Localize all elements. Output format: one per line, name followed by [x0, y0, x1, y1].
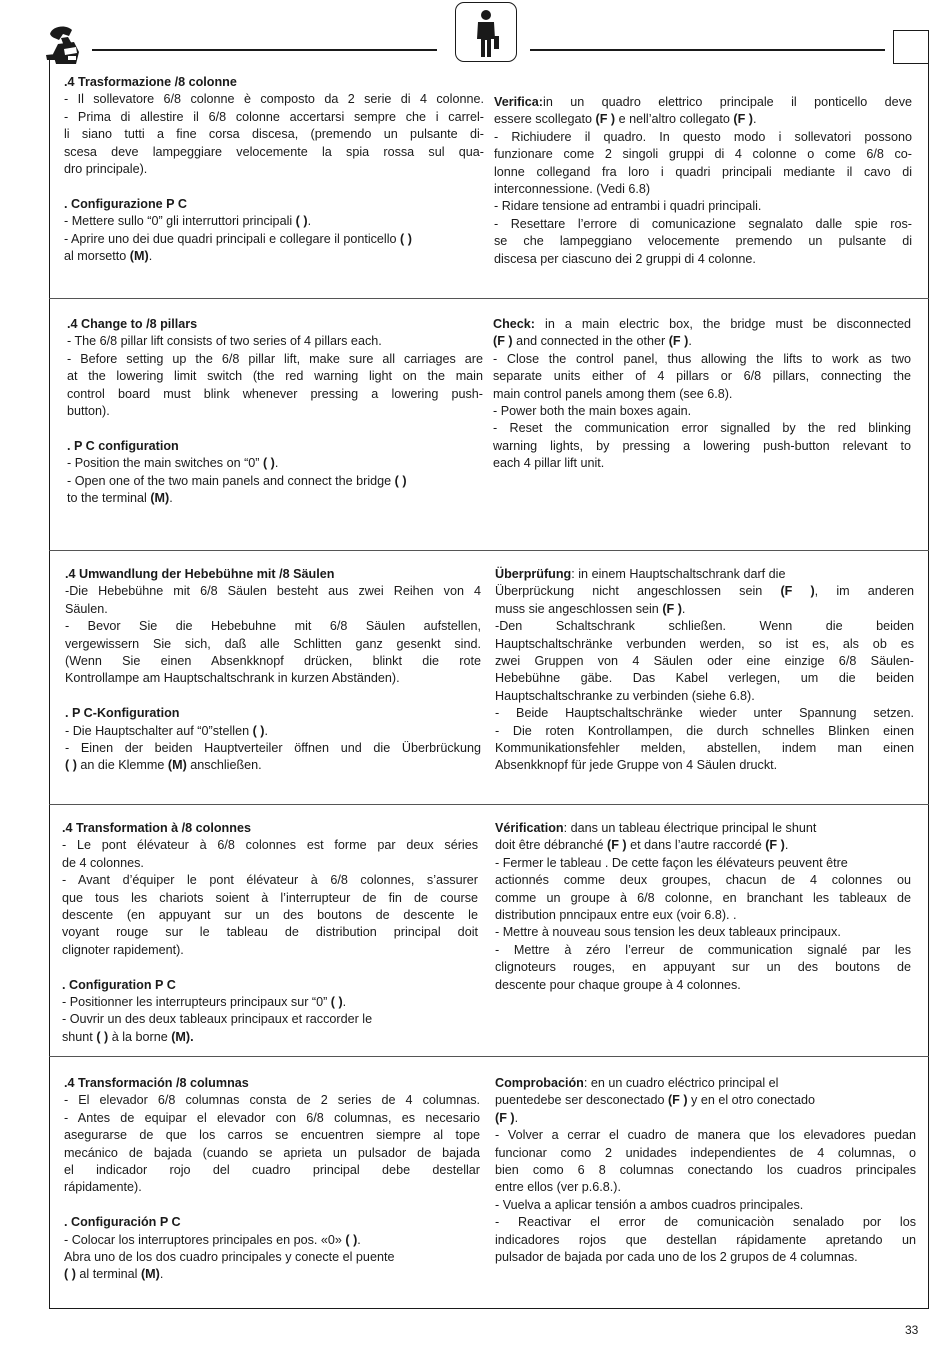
text-line — [62, 837, 478, 854]
body-text: . — [357, 1232, 361, 1247]
bold-text: Überprüfung — [495, 567, 572, 581]
body-text: anschließen. — [186, 758, 262, 773]
body-text: Hebebühne gäbe. Das Kabel verlegen, um die beiden — [495, 671, 914, 686]
text-line — [494, 94, 912, 111]
bold-text: (F ) — [765, 838, 785, 853]
bold-text: ( ) — [330, 995, 343, 1010]
body-text: - The 6/8 pillar lift consists of two series of 4 pillars each. — [67, 334, 382, 349]
text-line — [65, 757, 481, 774]
bold-text: (F ) — [668, 334, 689, 349]
body-text: Absenkknopf für jede Gruppe von 4 Säulen druckt. — [495, 758, 778, 773]
text-line — [64, 161, 484, 178]
body-text: -Den Schaltschrank schließen. Wenn die beiden — [495, 619, 914, 634]
body-text: interconnessione. (Vedi 6.8) — [494, 182, 651, 197]
body-text: : en un cuadro eléctrico principal el — [583, 1076, 779, 1090]
text-line — [495, 890, 911, 907]
section-es-right — [495, 1075, 916, 1266]
body-text: - Power both the main boxes again. — [493, 404, 692, 419]
text-line — [64, 1214, 480, 1231]
body-text: each 4 pillar lift unit. — [493, 456, 605, 471]
section-divider — [49, 550, 929, 551]
body-text: Überprückung nicht angeschlossen sein — [495, 584, 781, 599]
text-line — [495, 924, 911, 941]
bold-text: (M) — [140, 1267, 160, 1282]
body-text: (Wenn Sie einen Absenkknopf drücken, blinkt die rote — [65, 654, 481, 669]
bold-text: ( ) — [295, 214, 308, 229]
bold-text: . Configuración P C — [64, 1215, 181, 1230]
text-line — [495, 1197, 916, 1214]
body-text: to the terminal — [67, 491, 151, 506]
bold-text: .4 Transformation à /8 colonnes — [62, 821, 251, 835]
text-line — [495, 1214, 916, 1231]
text-line — [64, 74, 484, 91]
text-line — [62, 855, 478, 872]
body-text: que tous les chariots soient à l’interrupteur de fin de course — [62, 890, 478, 905]
text-line — [493, 455, 911, 472]
text-line — [495, 1179, 916, 1196]
body-text: discesa per ciascuno dei 2 gruppi di 4 colonne. — [494, 251, 756, 266]
body-text: essere scollegato — [494, 112, 596, 127]
text-line — [495, 820, 911, 837]
body-text: - Richiudere il quadro. In questo modo i sollevatori possono — [494, 129, 912, 144]
body-text: pulsador de bajada por cada uno de los 2 grupos de 4 columnas. — [495, 1250, 858, 1265]
text-line — [495, 959, 911, 976]
body-text: - Einen der beiden Hauptverteiler öffnen und die Überbrückung — [65, 741, 481, 756]
text-line — [65, 740, 481, 757]
body-text: Säulen. — [65, 601, 108, 616]
body-text: vergewissern Sie sich, daß alle Schlitten ganz gesenkt sind. — [65, 636, 481, 651]
text-line — [65, 618, 481, 635]
bold-text: (M) — [129, 249, 149, 264]
text-line — [64, 1092, 480, 1109]
body-text: . — [514, 1110, 519, 1125]
bold-text: . Configuration P C — [62, 977, 176, 992]
body-text: . — [159, 1267, 164, 1282]
text-line — [64, 1145, 480, 1162]
body-text: button). — [67, 404, 110, 419]
text-line — [65, 723, 481, 740]
body-text: el indicador rojo del cuadro principal debe destellar — [64, 1163, 480, 1178]
text-line — [67, 386, 483, 403]
body-text: Hauptschaltschranke zu verbinden (siehe 6.8). — [495, 688, 755, 703]
header-rule-right — [530, 49, 885, 51]
text-line — [494, 111, 912, 128]
text-line — [495, 942, 911, 959]
bold-text: ( ) — [96, 1029, 109, 1044]
bold-text: .4 Change to /8 pillars — [67, 317, 198, 331]
body-text: - Beide Hauptschaltschränke wieder unter Spannung setzen. — [495, 706, 914, 721]
text-line — [495, 636, 914, 653]
text-line — [64, 144, 484, 161]
text-line — [495, 740, 914, 757]
language-box — [893, 30, 929, 64]
text-line — [495, 907, 911, 924]
bold-text: (F ) — [595, 112, 616, 127]
text-line — [494, 146, 912, 163]
section-en-left — [67, 316, 483, 507]
body-text: - Positionner les interrupteurs principaux sur “0” — [62, 995, 331, 1010]
body-text: - Bevor Sie die Hebebuhne mit 6/8 Säulen aufstellen, — [65, 619, 481, 634]
body-text: in un quadro elettrico principale il ponticello deve — [543, 95, 912, 109]
text-line — [495, 1232, 916, 1249]
bold-text: . P C configuration — [67, 438, 179, 453]
body-text: - Mettere sullo “0” gli interruttori principali — [64, 214, 296, 229]
body-text: dro principale). — [64, 162, 148, 177]
text-line — [495, 566, 914, 583]
bold-text: ( ) — [394, 473, 407, 488]
body-text: entre ellos (ver p.6.8.). — [495, 1180, 621, 1195]
section-it-right — [494, 94, 912, 268]
text-line — [65, 601, 481, 618]
body-text: li siano tutti a fine corsa discesa, (premendo un pulsante di- — [64, 127, 484, 142]
text-line — [495, 670, 914, 687]
body-text: -Die Hebebühne mit 6/8 Säulen besteht aus zwei Reihen von 4 — [65, 584, 481, 599]
text-line — [495, 1110, 916, 1127]
body-text: - Before setting up the 6/8 pillar lift, make sure all carriages are — [67, 351, 483, 366]
body-text: - Die roten Kontrollampen, die durch schnelles Blinken einen — [495, 723, 914, 738]
text-line — [495, 855, 911, 872]
body-text: scesa deve lampeggiare velocemente la spia rossa sul qua- — [64, 144, 484, 159]
text-line — [495, 1075, 916, 1092]
text-line — [495, 723, 914, 740]
body-text: control board must blink whenever pressing a lowering push- — [67, 386, 483, 401]
body-text: Hauptschaltschränke verbunden werden, so ist es, als ob es — [495, 636, 914, 651]
bold-text: .4 Transformación /8 columnas — [64, 1076, 249, 1090]
body-text: - Open one of the two main panels and connect the bridge — [67, 473, 395, 488]
body-text: puentedebe ser desconectado — [495, 1093, 668, 1108]
text-line — [67, 438, 483, 455]
body-text: , im anderen — [814, 584, 914, 599]
text-line — [62, 1029, 478, 1046]
text-line — [495, 618, 914, 635]
body-text: at the lowering limit switch (the red warning light on the main — [67, 369, 483, 384]
body-text: - Colocar los interruptores principales en pos. «0» — [64, 1232, 346, 1247]
bold-text: (F ) — [495, 1110, 515, 1125]
text-line — [67, 333, 483, 350]
section-divider — [49, 298, 929, 299]
text-line — [65, 653, 481, 670]
text-line — [493, 316, 911, 333]
body-text: . — [169, 491, 173, 506]
bold-text: ( ) — [64, 1267, 76, 1282]
text-line — [67, 455, 483, 472]
text-line — [64, 91, 484, 108]
bold-text: ( ) — [252, 723, 265, 738]
body-text: - Position the main switches on “0” — [67, 456, 263, 471]
text-line — [62, 942, 478, 959]
text-line — [495, 601, 914, 618]
text-line — [495, 583, 914, 600]
body-text: Kommunikationsfehler melden, abstellen, indem man einen — [495, 741, 914, 756]
person-icon — [456, 3, 516, 61]
bold-text: ( ) — [262, 456, 275, 471]
text-line — [62, 1011, 478, 1028]
blank-line — [65, 688, 481, 705]
bold-text: (F ) — [780, 584, 815, 599]
body-text: al terminal — [75, 1267, 141, 1282]
text-line — [67, 316, 483, 333]
text-line — [62, 890, 478, 907]
header-rule-left — [92, 49, 437, 51]
text-line — [67, 351, 483, 368]
bold-text: .4 Umwandlung der Hebebühne mit /8 Säulen — [65, 567, 335, 581]
bold-text: Check: — [493, 317, 535, 331]
body-text: - Die Hauptschalter auf “0”stellen — [65, 723, 253, 738]
text-line — [494, 164, 912, 181]
body-text: . — [688, 334, 692, 349]
text-line — [495, 872, 911, 889]
body-text: lonne collegand fra loro i quadri principali mediante il cavo di — [494, 164, 912, 179]
body-text: doit être débranché — [495, 838, 608, 853]
bold-text: (F ) — [607, 838, 627, 853]
text-line — [495, 977, 911, 994]
body-text: de 4 colonnes. — [62, 855, 144, 870]
body-text: Abra uno de los dos cuadro principales y conecte el puente — [64, 1250, 395, 1265]
body-text: al morsetto — [64, 249, 130, 264]
body-text: . — [753, 112, 757, 127]
text-line — [494, 216, 912, 233]
text-line — [495, 1092, 916, 1109]
section-en-right — [493, 316, 911, 473]
text-line — [494, 129, 912, 146]
body-text: - Ouvrir un des deux tableaux principaux et raccorder le — [62, 1012, 373, 1027]
section-de-right — [495, 566, 914, 775]
bold-text: Verifica: — [494, 95, 544, 109]
body-text: actionnés comme deux groupes, chacun de 4 colonnes ou — [495, 873, 911, 888]
body-text: - Antes de equipar el elevador con 6/8 columnas, es necesario — [64, 1110, 480, 1125]
text-line — [64, 1127, 480, 1144]
blank-line — [67, 420, 483, 437]
text-line — [493, 351, 911, 368]
text-line — [493, 386, 911, 403]
text-line — [62, 872, 478, 889]
bold-text: (M) — [150, 491, 170, 506]
text-line — [64, 1249, 480, 1266]
body-text: - Aprire uno dei due quadri principali e collegare il ponticello — [64, 231, 401, 246]
body-text: clignoter rapidement). — [62, 942, 184, 957]
body-text: - Close the control panel, thus allowing the lifts to work as two — [493, 351, 911, 366]
text-line — [495, 705, 914, 722]
body-text: in a main electric box, the bridge must be disconnected — [535, 317, 911, 331]
body-text: shunt — [62, 1029, 97, 1044]
body-text: - Volver a cerrar el cuadro de manera que los elevadores puedan — [495, 1128, 916, 1143]
bold-text: . P C-Konfiguration — [65, 706, 180, 721]
operator-symbol — [455, 2, 517, 62]
body-text: : in einem Hauptschaltschrank darf die — [571, 567, 786, 581]
text-line — [64, 109, 484, 126]
text-line — [62, 994, 478, 1011]
bold-text: (F ) — [493, 334, 513, 349]
body-text: . — [784, 838, 789, 853]
text-line — [494, 198, 912, 215]
text-line — [64, 1075, 480, 1092]
text-line — [493, 368, 911, 385]
text-line — [65, 670, 481, 687]
body-text: muss sie angeschlossen sein — [495, 601, 663, 616]
blank-line — [64, 1197, 480, 1214]
body-text: . — [307, 214, 312, 229]
body-text: zwei Gruppen von 4 Säulen oder eine einzige 6/8 Säulen- — [495, 654, 914, 669]
section-es-left — [64, 1075, 480, 1284]
section-divider — [49, 804, 929, 805]
body-text: funcionar como 2 unidades independientes de 4 columnas, o — [495, 1145, 916, 1160]
body-text: rápidamente). — [64, 1180, 142, 1195]
bold-text: (F ) — [667, 1093, 688, 1108]
body-text: asegurarse de que los carros se encuentren siempre al tope — [64, 1128, 480, 1143]
body-text: - Mettre à zéro l’erreur de communication signalé par les — [495, 942, 911, 957]
text-line — [493, 333, 911, 350]
body-text: voyant rouge sur le tableau de distribution principal doit — [62, 925, 478, 940]
body-text: comme un groupe à 6/8 colonne, en branchant les tableaux de — [495, 890, 911, 905]
text-line — [67, 368, 483, 385]
bold-text: ( ) — [345, 1232, 358, 1247]
body-text: - Prima di allestire il 6/8 colonne accertarsi sempre che i carrel- — [64, 109, 484, 124]
text-line — [495, 1162, 916, 1179]
text-line — [64, 248, 484, 265]
body-text: - Reactivar el error de comunicaciòn senalado por los — [495, 1215, 916, 1230]
body-text: and connected in the other — [512, 334, 669, 349]
text-line — [493, 438, 911, 455]
body-text: Kontrollampe am Hauptschaltschrank in kurzen Abständen). — [65, 671, 400, 686]
body-text: se che lampeggiano velocemente premendo un pulsante di — [494, 234, 912, 249]
body-text: e nell’altro collegato — [615, 112, 734, 127]
text-line — [62, 977, 478, 994]
text-line — [495, 837, 911, 854]
text-line — [64, 126, 484, 143]
blank-line — [64, 178, 484, 195]
text-line — [495, 757, 914, 774]
text-line — [62, 924, 478, 941]
text-line — [64, 213, 484, 230]
text-line — [65, 705, 481, 722]
text-line — [64, 1110, 480, 1127]
body-text: - Reset the communication error signalled by the red blinking — [493, 421, 911, 436]
section-fr-left — [62, 820, 478, 1046]
text-line — [493, 420, 911, 437]
text-line — [65, 566, 481, 583]
text-line — [64, 231, 484, 248]
text-line — [495, 1145, 916, 1162]
body-text: - Mettre à nouveau sous tension les deux tableaux principaux. — [495, 925, 841, 940]
bold-text: (M). — [171, 1029, 194, 1044]
bold-text: Comprobación — [495, 1076, 584, 1090]
body-text: y en el otro conectado — [687, 1093, 815, 1108]
text-line — [67, 490, 483, 507]
text-line — [493, 403, 911, 420]
body-text: warning lights, by pressing a lowering push-button relevant to — [493, 438, 911, 453]
text-line — [65, 636, 481, 653]
section-de-left — [65, 566, 481, 775]
body-text: et dans l’autre raccordé — [626, 838, 766, 853]
bold-text: (F ) — [662, 601, 682, 616]
body-text: . — [274, 456, 279, 471]
text-line — [495, 653, 914, 670]
text-line — [495, 1249, 916, 1266]
body-text: descente pour chaque groupe à 4 colonnes. — [495, 977, 741, 992]
body-text: - Ridare tensione ad entrambi i quadri principali. — [494, 199, 762, 214]
bold-text: . Configurazione P C — [64, 196, 187, 211]
body-text: indicadores rojos que destellan rápidamente apretando un — [495, 1232, 916, 1247]
bold-text: (M) — [167, 758, 187, 773]
text-line — [67, 403, 483, 420]
body-text: bien como 6 8 columnas conectando los cuadros principales — [495, 1163, 916, 1178]
text-line — [67, 473, 483, 490]
body-text: separate units either of 4 pillars or 6/8 pillars, connecting the — [493, 369, 911, 384]
text-line — [62, 907, 478, 924]
body-text: - Le pont élévateur à 6/8 colonnes est forme par deux séries — [62, 838, 478, 853]
section-fr-right — [495, 820, 911, 994]
body-text: : dans un tableau électrique principal le shunt — [563, 821, 817, 835]
text-line — [494, 233, 912, 250]
page-number: 33 — [905, 1323, 919, 1337]
bold-text: ( ) — [65, 758, 77, 773]
bold-text: Vérification — [495, 821, 564, 835]
text-line — [494, 251, 912, 268]
body-text: distribution pnncipaux entre eux (voir 6.8). . — [495, 908, 737, 923]
section-divider — [49, 1056, 929, 1057]
body-text: - Il sollevatore 6/8 colonne è composto da 2 serie di 4 colonne. — [64, 92, 484, 107]
body-text: à la borne — [108, 1029, 172, 1044]
bold-text: (F ) — [733, 112, 754, 127]
text-line — [64, 196, 484, 213]
bold-text: ( ) — [400, 231, 412, 246]
body-text: mecánico de bajada (cuando se aprieta un pulsador de bajada — [64, 1145, 480, 1160]
body-text: - Fermer le tableau . De cette façon les élévateurs peuvent être — [495, 855, 848, 870]
body-text: - El elevador 6/8 columnas consta de 2 series de 4 columnas. — [64, 1093, 480, 1108]
text-line — [494, 181, 912, 198]
body-text: main control panels among them (see 6.8). — [493, 386, 733, 401]
text-line — [64, 1162, 480, 1179]
body-text: clignoteurs rouges, en appuyant sur un des boutons de — [495, 960, 911, 975]
text-line — [64, 1232, 480, 1249]
text-line — [64, 1266, 480, 1283]
text-line — [65, 583, 481, 600]
body-text: . — [264, 723, 268, 738]
blank-line — [62, 959, 478, 976]
body-text: funzionare come 2 singoli gruppi di 4 colonne o come 6/8 co- — [494, 147, 912, 162]
section-it-left — [64, 74, 484, 265]
text-line — [495, 1127, 916, 1144]
text-line — [64, 1179, 480, 1196]
body-text: . — [681, 601, 686, 616]
body-text: descente (en appuyant sur un des boutons de descente le — [62, 908, 478, 923]
bold-text: .4 Trasformazione /8 colonne — [64, 75, 237, 89]
body-text: . — [342, 995, 347, 1010]
body-text: . — [148, 249, 153, 264]
text-line — [62, 820, 478, 837]
text-line — [495, 688, 914, 705]
body-text: - Vuelva a aplicar tensión a ambos cuadros principales. — [495, 1197, 804, 1212]
body-text: - Resettare l’errore di comunicazione segnalato dalle spie ros- — [494, 216, 912, 231]
body-text: - Avant d’équiper le pont élévateur à 6/8 colonnes, s’assurer — [62, 873, 478, 888]
body-text: an die Klemme — [76, 758, 168, 773]
